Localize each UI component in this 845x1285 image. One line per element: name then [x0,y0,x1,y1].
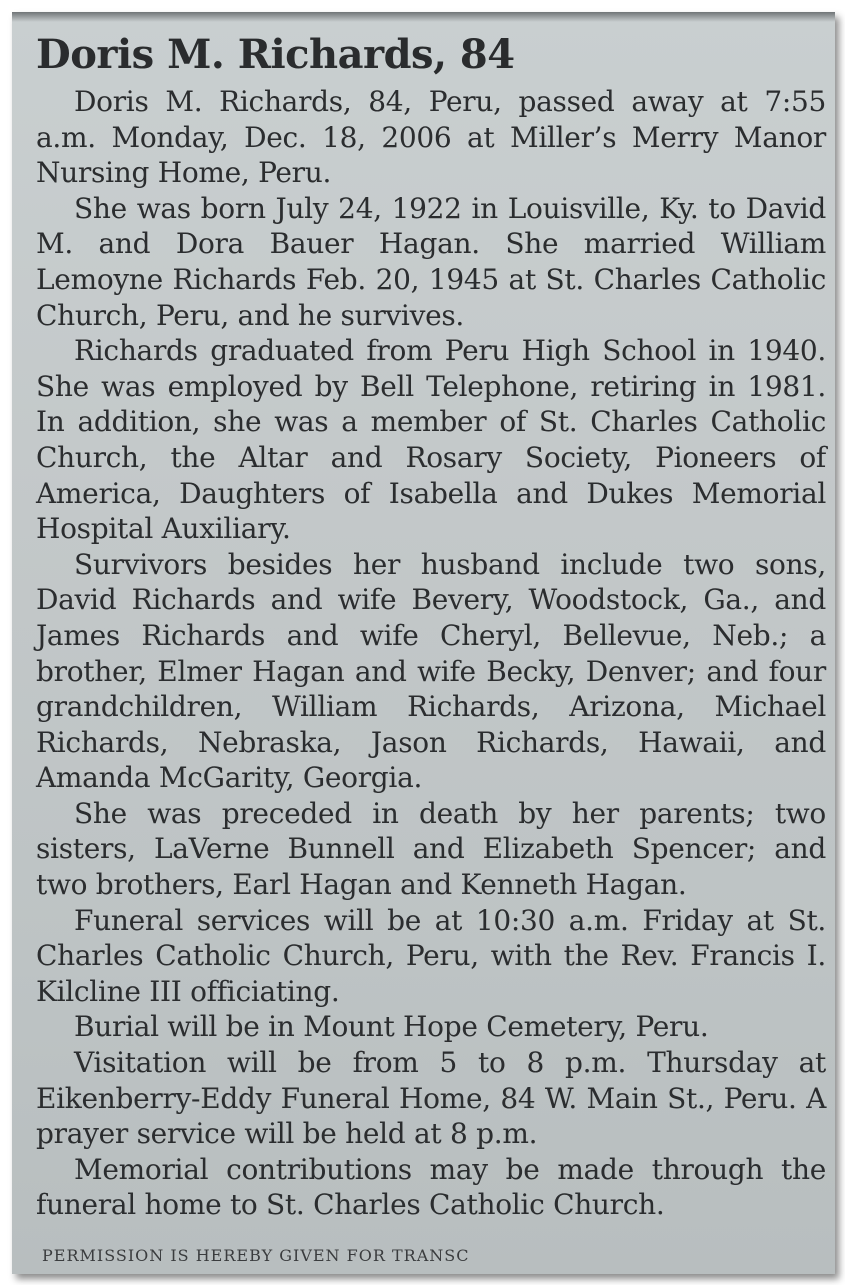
cut-off-text: PERMISSION IS HEREBY GIVEN FOR TRANSC [42,1246,470,1265]
paragraph-memorial-contributions: Memorial contributions may be made through the funeral home to St. Charles Catholic Church. [36,1152,826,1222]
paragraph-birth-marriage: She was born July 24, 1922 in Louisville, Ky. to David M. and Dora Bauer Hagan. She married William Lemoyne Richards Feb. 20, 1945 at St. Charles Catholic Church, Peru, and he survives. [36,191,826,332]
obituary-body [36,84,826,1223]
newspaper-clipping [12,12,835,1274]
obituary-headline: Doris M. Richards, 84 [36,31,515,78]
paragraph-burial: Burial will be in Mount Hope Cemetery, Peru. [74,1010,709,1044]
paragraph-survivors: Survivors besides her husband include two sons, David Richards and wife Bevery, Woodstock, Ga., and James Richards and wife Cheryl, Bellevue, Neb.; a brother, Elmer Hagan and wife Becky, Denver; and four grandchildren, William Richards, Arizona, Michael Richards, Nebraska, Jason Richards, Hawaii, and Amanda McGarity, Georgia. [36,547,826,795]
paragraph-education-career: Richards graduated from Peru High School in 1940. She was employed by Bell Telephone, retiring in 1981. In addition, she was a member of St. Charles Catholic Church, the Altar and Rosary Society, Pioneers of America, Daughters of Isabella and Dukes Memorial Hospital Auxiliary. [36,334,826,546]
paragraph-visitation: Visitation will be from 5 to 8 p.m. Thursday at Eikenberry-Eddy Funeral Home, 84 W. Main St., Peru. A prayer service will be held at 8 p.m. [36,1046,826,1151]
paragraph-preceded-in-death: She was preceded in death by her parents; two sisters, LaVerne Bunnell and Elizabeth Spencer; and two brothers, Earl Hagan and Kenneth Hagan. [36,796,826,902]
cut-off-text-line [42,1246,822,1272]
paragraph-funeral-services: Funeral services will be at 10:30 a.m. Friday at St. Charles Catholic Church, Peru, with the Rev. Francis I. Kilcline III officiating. [36,903,826,1008]
paragraph-death-notice: Doris M. Richards, 84, Peru, passed away at 7:55 a.m. Monday, Dec. 18, 2006 at Miller’s Merry Manor Nursing Home, Peru. [36,85,826,190]
